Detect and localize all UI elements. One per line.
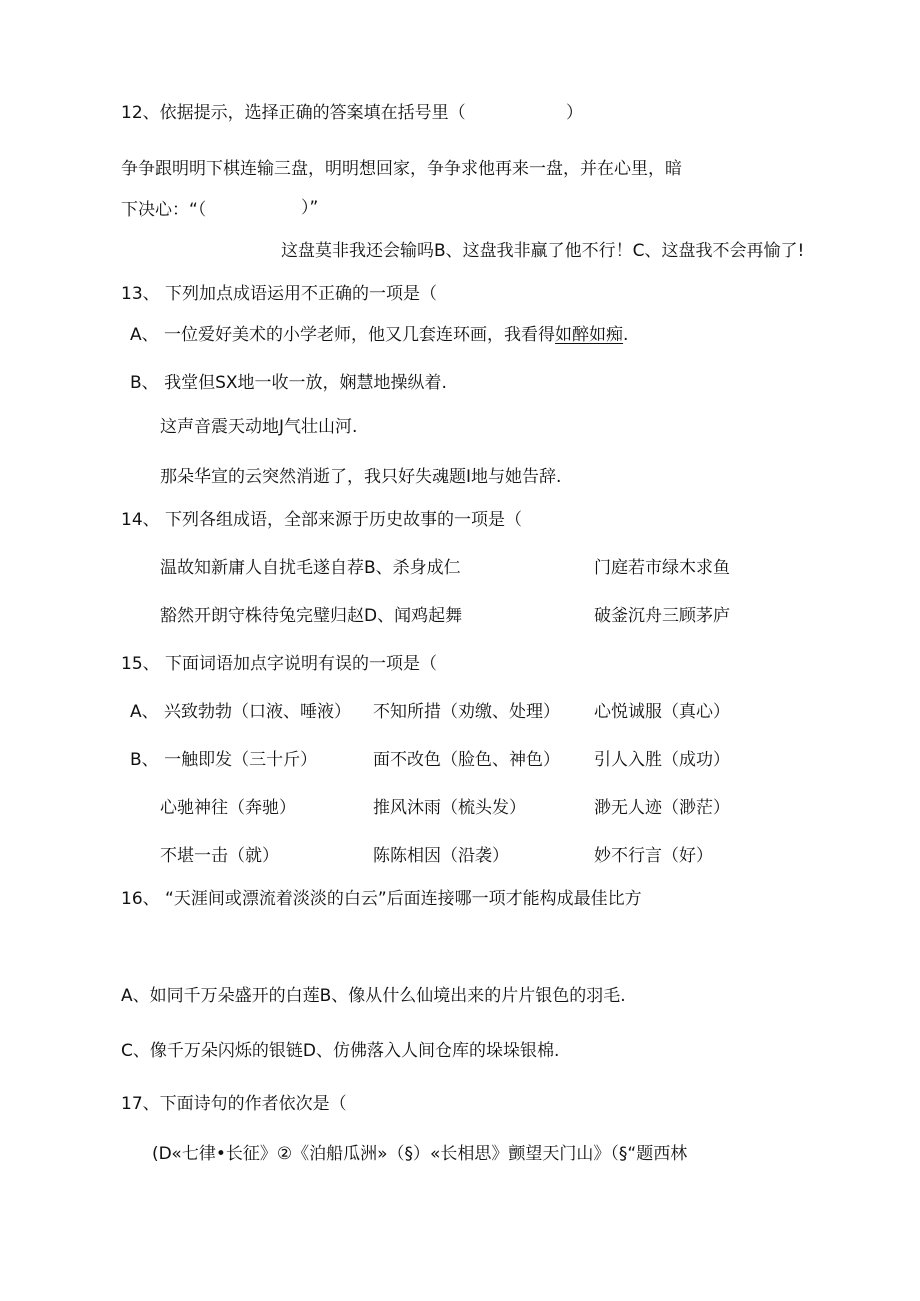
q15-row-a-col2: 不知所措（劝缴、处理） <box>373 702 560 722</box>
q13-option-a <box>130 324 628 346</box>
q13-option-a-idiom: 如醉如痴 <box>555 325 624 345</box>
q13-title: 13、 下列加点成语运用不正确的一项是（ <box>121 284 438 304</box>
q12-close-paren: ） <box>566 103 583 123</box>
q16-options-ab: A、如同千万朵盛开的白莲B、像从什么仙境出来的片片银色的羽毛. <box>121 986 626 1006</box>
q15-row-d-col1: 不堪一击（就） <box>160 846 279 866</box>
q15-row-c-col2: 推风沐雨（梳头发） <box>373 798 526 818</box>
q14-row2-right: 破釜沉舟三顾茅庐 <box>594 606 730 626</box>
q15-row-b-col2: 面不改色（脸色、神色） <box>373 750 560 770</box>
q14-row1-left: 温故知新庸人自扰毛遂自荐B、杀身成仁 <box>160 558 461 578</box>
q15-title: 15、 下面词语加点字说明有误的一项是（ <box>121 654 438 674</box>
q13-option-b: B、 我堂但SX地一收一放，娴慧地操纵着. <box>130 373 447 393</box>
q15-row-d-col2: 陈陈相因（沿袭） <box>373 846 509 866</box>
q15-row-b-col3: 引人入胜（成功） <box>594 750 730 770</box>
q12-title <box>121 102 466 124</box>
q15-row-c-col1: 心驰神往（奔驰） <box>160 798 296 818</box>
q14-row1-right: 门庭若市绿木求鱼 <box>594 558 730 578</box>
q13-option-a-prefix: A、 一位爱好美术的小学老师，他又几套连环画，我看得 <box>130 325 556 345</box>
q15-row-c-col3: 渺无人迹（渺茫） <box>594 798 730 818</box>
q13-option-a-suffix: . <box>623 325 629 345</box>
q13-option-c: 这声音震天动地J气壮山河. <box>160 417 358 437</box>
q15-row-b-col1: B、 一触即发（三十斤） <box>130 750 318 770</box>
q12-stem-line2-close: ）” <box>301 198 319 218</box>
q17-title: 17、下面诗句的作者依次是（ <box>121 1094 347 1114</box>
q16-title: 16、 “天涯间或漂流着淡淡的白云”后面连接哪一项才能构成最佳比方 <box>121 889 642 909</box>
q15-row-a-col3: 心悦诚服（真心） <box>594 702 730 722</box>
q16-options-cd: C、像千万朵闪烁的银链D、仿佛落入人间仓库的垛垛银棉. <box>121 1041 560 1061</box>
q12-options: 这盘莫非我还会输吗B、这盘我非赢了他不行！C、这盘我不会再愉了! <box>281 241 805 261</box>
q14-title: 14、 下列各组成语，全部来源于历史故事的一项是（ <box>121 510 523 530</box>
q12-title-text: 12、依据提示，选择正确的答案填在括号里（ <box>121 103 466 123</box>
q15-row-d-col3: 妙不行言（好） <box>594 846 713 866</box>
q13-option-d: 那朵华宣的云突然消逝了，我只好失魂题I地与她告辞. <box>160 467 562 487</box>
q12-stem-line1: 争争跟明明下棋连输三盘，明明想回家，争争求他再来一盘，并在心里，暗 <box>121 159 682 179</box>
q15-row-a-col1: A、 兴致勃勃（口液、唾液） <box>130 702 352 722</box>
q12-stem-line2: 下决心：“（ <box>121 200 207 220</box>
q17-poems-line: (D«七律•长征》②《泊船瓜洲»（§）«长相思》颤望天门山》（§“题西林 <box>152 1144 688 1164</box>
q12-title-close <box>566 102 583 124</box>
q14-row2-left: 豁然开朗守株待兔完璧归赵D、闻鸡起舞 <box>160 606 463 626</box>
